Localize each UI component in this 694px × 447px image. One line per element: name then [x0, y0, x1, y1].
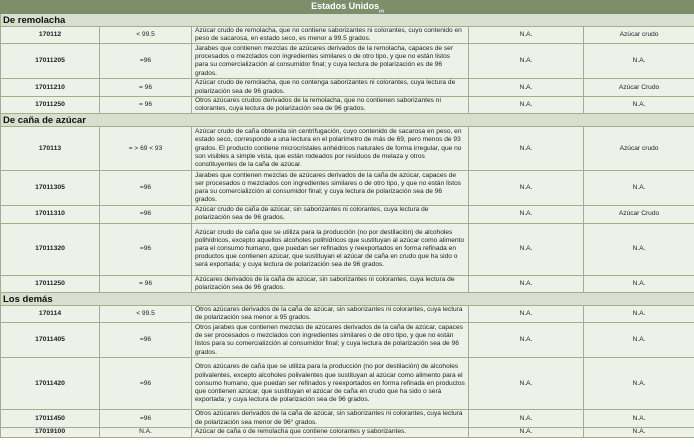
code-cell: 170113: [1, 127, 100, 171]
section-label: De caña de azúcar: [1, 114, 694, 127]
table-row: [1, 171, 694, 206]
na-cell: N.A.: [469, 306, 584, 323]
tolerance-cell: =96: [100, 223, 192, 275]
description-cell: Azúcares derivados de la caña de azúcar, sin saborizantes ni colorantes, cuya lectura de polarización sea de 96 grados.: [192, 275, 469, 292]
description-cell: Jarabes que contienen mezclas de azúcares derivados de la remolacha, capaces de ser procesados o mezclados con ingredientes similares o de otro tipo, y que no están listos para su comercialización al consumidor final; y cuya lectura de polarización es de 96 grados.: [192, 44, 469, 79]
table-row: [1, 44, 694, 79]
code-cell: 17011205: [1, 44, 100, 79]
table-title: [1, 1, 694, 14]
product-name-cell: N.A.: [584, 427, 694, 437]
na-cell: N.A.: [469, 171, 584, 206]
description-cell: Otros azúcares derivados de la caña de azúcar, sin saborizantes ni colorantes, cuya lectura de polarización sea menor de 96° grados.: [192, 410, 469, 427]
code-cell: 17011420: [1, 358, 100, 410]
code-cell: 17011250: [1, 275, 100, 292]
description-cell: Azúcar crudo de remolacha, que no contiene saborizantes ni colorantes, cuyo contenido en peso de sacarosa, en estado seco, es menor a 99.5 grados.: [192, 27, 469, 44]
table-row: [1, 27, 694, 44]
tolerance-cell: N.A.: [100, 427, 192, 437]
description-cell: Azúcar crudo de caña que se utiliza para la producción (no por destilación) de alcoholes polihídricos, excepto aquellos alcoholes polihídricos que sustituyan al azúcar como alimento para el consumo humano, que puedan ser refinados y reexportados en forma refinada en productos que contienen azúcar, que sustituyan el azúcar de caña en crudo que ha sido o será exportada; y cuya lectura de polarización sea de 96 grados.: [192, 223, 469, 275]
product-name-cell: N.A.: [584, 223, 694, 275]
title-footnote: (4): [379, 7, 384, 13]
tolerance-cell: =96: [100, 410, 192, 427]
product-name-cell: N.A.: [584, 410, 694, 427]
description-cell: Jarabes que contienen mezclas de azúcares derivados de la caña de azúcar, capaces de ser procesados o mezclados con ingredientes similares o de otro tipo, y que no están listos para su comercializción al consumidor final; y cuya lectura de polarización sea de 96 grados.: [192, 171, 469, 206]
tolerance-cell: =96: [100, 206, 192, 223]
na-cell: N.A.: [469, 127, 584, 171]
title-text: Estados Unidos: [311, 1, 380, 12]
na-cell: N.A.: [469, 410, 584, 427]
na-cell: N.A.: [469, 427, 584, 437]
tolerance-cell: = > 69 < 93: [100, 127, 192, 171]
table-row: [1, 358, 694, 410]
description-cell: Otros azúcares de caña que se utiliza para la producción (no por destilación) de alcoholes polivalentes, excepto alcoholes polivalentes que sustituyan al azúcar como alimento para el consumo humano, que puedan ser refinados y reexportados en forma refinada en productos que contienen azúcar, que sustituyan el azúcar de caña en crudo que ha sido o será exportada; y cuya lectura de polarización sea de 96 grados.: [192, 358, 469, 410]
table-row: [1, 79, 694, 96]
description-cell: Otros azúcares derivados de la caña de azúcar, sin saborizantes ni colorantes, cuya lectura de polarización sea menor a 95 grados.: [192, 306, 469, 323]
section-header-los-demas: [1, 293, 694, 306]
tolerance-cell: < 99.5: [100, 27, 192, 44]
na-cell: N.A.: [469, 27, 584, 44]
na-cell: N.A.: [469, 44, 584, 79]
tolerance-cell: < 99.5: [100, 306, 192, 323]
na-cell: N.A.: [469, 206, 584, 223]
table-row: [1, 275, 694, 292]
section-label: Los demás: [1, 293, 694, 306]
section-header-remolacha: [1, 14, 694, 27]
description-cell: Azúcar crudo de caña de azúcar, sin saborizantes ni colorantes, cuya lectura de polarización sea de 96 grados.: [192, 206, 469, 223]
product-name-cell: N.A.: [584, 306, 694, 323]
na-cell: N.A.: [469, 79, 584, 96]
section-label: De remolacha: [1, 14, 694, 27]
product-name-cell: N.A.: [584, 44, 694, 79]
table-title-row: [1, 1, 694, 14]
table-row: [1, 127, 694, 171]
na-cell: N.A.: [469, 323, 584, 358]
code-cell: 17011450: [1, 410, 100, 427]
table-row: [1, 223, 694, 275]
product-name-cell: Azúcar Crudo: [584, 79, 694, 96]
code-cell: 17011320: [1, 223, 100, 275]
table-row: [1, 206, 694, 223]
product-name-cell: N.A.: [584, 358, 694, 410]
product-name-cell: Azúcar crudo: [584, 127, 694, 171]
tolerance-cell: = 96: [100, 96, 192, 113]
description-cell: Azúcar crudo de caña obtenida sin centrifugación, cuyo contenido de sacarosa en peso, en estado seco, corresponde a una lectura en el polarímetro de más de 69, pero menos de 93 grados. El producto contiene microcristales anhédricos naturales de forma irregular, que no son visibles a simple vista, que están rodeados por residuos de melaza y otros constituyentes de la caña de azúcar.: [192, 127, 469, 171]
tolerance-cell: =96: [100, 323, 192, 358]
description-cell: Azúcar de caña o de remolacha que contiene colorantes y saborizantes.: [192, 427, 469, 437]
table-row: [1, 323, 694, 358]
tolerance-cell: =96: [100, 44, 192, 79]
tolerance-cell: =96: [100, 358, 192, 410]
na-cell: N.A.: [469, 96, 584, 113]
na-cell: N.A.: [469, 275, 584, 292]
description-cell: Otros azúcares crudos derivados de la remolacha, que no contienen saborizantes ni colorantes, cuya lectura de polarización sea de 96 grados.: [192, 96, 469, 113]
product-name-cell: N.A.: [584, 171, 694, 206]
table-row: [1, 427, 694, 437]
code-cell: 17011305: [1, 171, 100, 206]
product-name-cell: Azúcar crudo: [584, 27, 694, 44]
tolerance-cell: = 96: [100, 79, 192, 96]
na-cell: N.A.: [469, 358, 584, 410]
product-name-cell: N.A.: [584, 275, 694, 292]
code-cell: 17011310: [1, 206, 100, 223]
description-cell: Azúcar crudo de remolacha, que no contenga saborizantes ni colorantes, cuya lectura de polarización sea de 96 grados.: [192, 79, 469, 96]
table-row: [1, 306, 694, 323]
na-cell: N.A.: [469, 223, 584, 275]
code-cell: 17011250: [1, 96, 100, 113]
tolerance-cell: =96: [100, 171, 192, 206]
code-cell: 17011405: [1, 323, 100, 358]
section-header-cana: [1, 114, 694, 127]
product-name-cell: N.A.: [584, 96, 694, 113]
product-name-cell: N.A.: [584, 323, 694, 358]
table-row: [1, 96, 694, 113]
code-cell: 170114: [1, 306, 100, 323]
tolerance-cell: = 96: [100, 275, 192, 292]
code-cell: 17011210: [1, 79, 100, 96]
code-cell: 170112: [1, 27, 100, 44]
description-cell: Otros jarabes que contienen mezclas de azúcares derivados de la caña de azúcar, capaces de ser procesados o mezclados con ingredientes similares o de otro tipo, y que no están listos para su comercializción al consumidor final; y cuya lectura de polarización sea de 96 grados.: [192, 323, 469, 358]
table-row: [1, 410, 694, 427]
code-cell: 17019100: [1, 427, 100, 437]
product-name-cell: Azúcar Crudo: [584, 206, 694, 223]
